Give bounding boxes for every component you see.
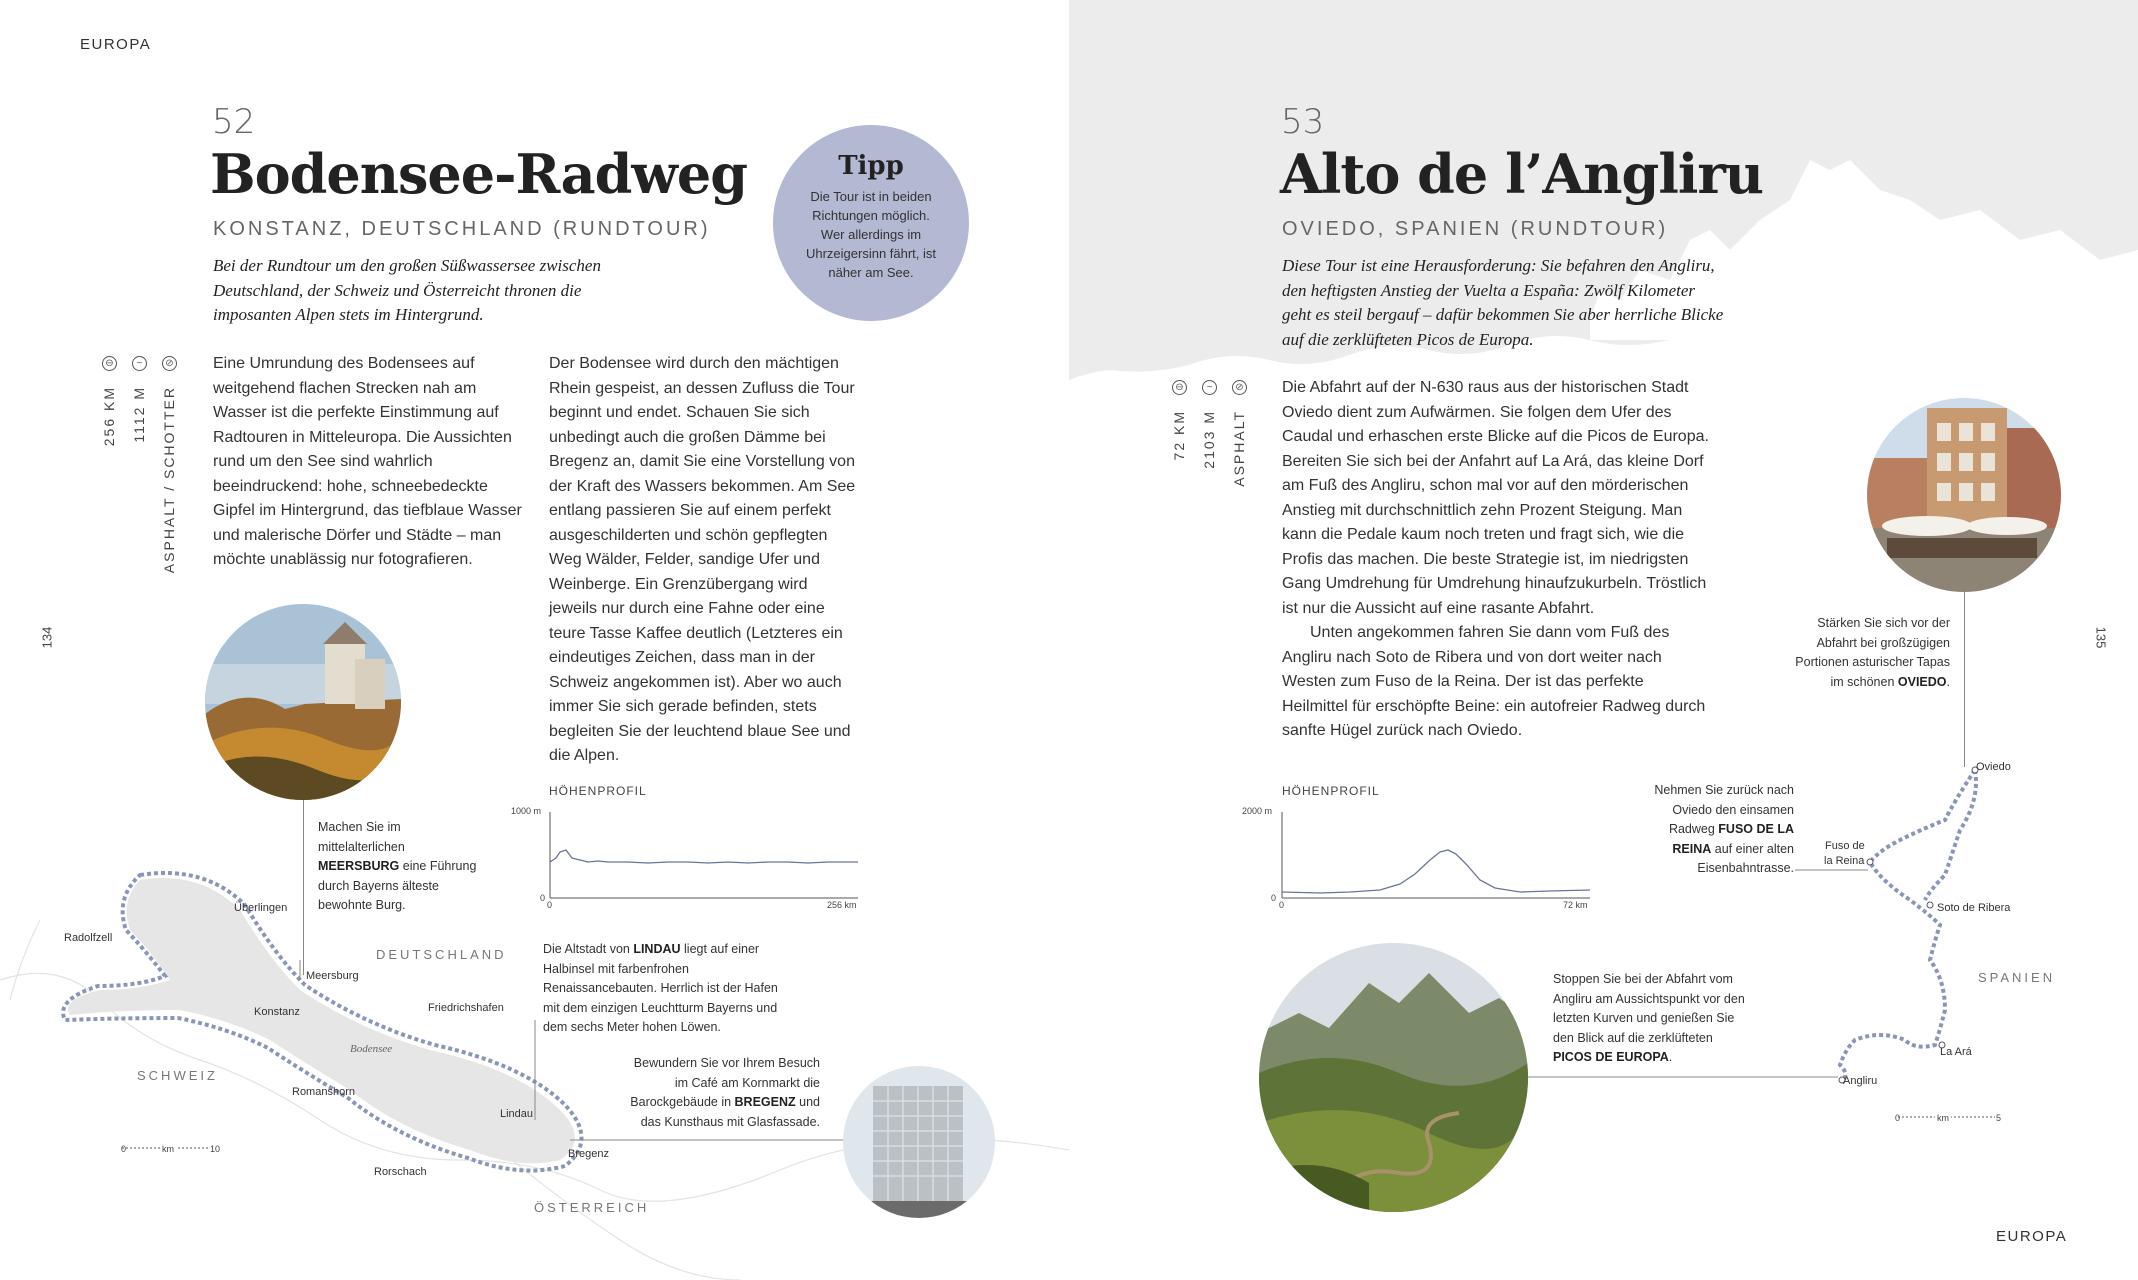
- body-column: [1282, 376, 1712, 744]
- tour-subtitle: OVIEDO, SPANIEN (RUNDTOUR): [1282, 218, 1669, 240]
- photo-oviedo: [1867, 398, 2061, 592]
- caption-picos-de-europa: Stoppen Sie bei der Abfahrt vom Angliru am Aussichtspunkt vor den letzten Kurven und genießen Sie den Blick auf die zerklüfteten PICOS DE EUROPA.: [1553, 972, 1745, 1064]
- caption-lindau: Die Altstadt von LINDAU liegt auf einer Halbinsel mit farbenfrohen Renaissancebauten. Herrlich ist der Hafen mit dem einzigen Leuchtturm Bayerns und dem sechs Meter hohen Löwen.: [543, 942, 778, 1034]
- place-highlight: PICOS DE EUROPA: [1553, 1050, 1669, 1064]
- country-oesterreich: ÖSTERREICH: [534, 1200, 650, 1215]
- profile-xmax: 256 km: [827, 900, 857, 910]
- place-lindau: Lindau: [500, 1108, 534, 1120]
- body-paragraph: Unten angekommen fahren Sie dann vom Fuß des Angliru nach Soto de Ribera und von dort weiter nach Westen zum Fuso de la Reina. Der ist das perfekte Heilmittel für erschöpfte Beine: ein autofreier Radweg durch sanfte Hügel zurück nach Oviedo.: [1282, 624, 1706, 739]
- elevation-icon: ~: [132, 356, 147, 371]
- scale-unit: km: [1937, 1113, 1949, 1123]
- place-rorschach: Rorschach: [374, 1166, 427, 1178]
- body-column-2: [549, 352, 859, 769]
- scale-zero: 0: [121, 1144, 127, 1154]
- body-column-1: [213, 352, 523, 573]
- stat-elevation: 2103 M: [1201, 410, 1217, 469]
- place-fuso-line1: Fuso de: [1825, 840, 1865, 852]
- tipp-title: Tipp: [838, 151, 904, 181]
- photo-picos-de-europa: [1259, 943, 1528, 1212]
- tour-stats: [1170, 380, 1255, 580]
- scale-max: 10: [210, 1144, 221, 1154]
- tour-number: 53: [1281, 102, 1325, 142]
- place-romanshorn: Romanshorn: [292, 1086, 355, 1098]
- section-label: EUROPA: [80, 36, 152, 53]
- place-la-ara: La Ará: [1940, 1046, 1972, 1058]
- profile-ymin: 0: [1271, 893, 1277, 903]
- place-meersburg: Meersburg: [306, 970, 359, 982]
- distance-icon: ⊖: [1172, 380, 1187, 395]
- place-highlight: BREGENZ: [734, 1095, 796, 1109]
- stat-distance: 256 KM: [101, 386, 117, 447]
- place-fuso-line2: la Reina: [1824, 855, 1865, 867]
- lead-text: Diese Tour ist eine Herausforderung: Sie befahren den Angliru, den heftigsten Anstieg der Vuelta a España: Zwölf Kilometer geht es steil bergauf – dafür bekommen Sie aber herrliche Blicke auf die zerklüfteten Picos de Europa.: [1282, 256, 1724, 349]
- place-konstanz: Konstanz: [254, 1006, 300, 1018]
- place-oviedo: Oviedo: [1976, 761, 2011, 773]
- scale-max: 5: [1996, 1113, 2002, 1123]
- profile-ymax: 2000 m: [1242, 806, 1273, 816]
- profile-xmin: 0: [1279, 900, 1285, 910]
- profile-xmax: 72 km: [1563, 900, 1588, 910]
- elevation-profile-label: HÖHENPROFIL: [1282, 784, 1380, 798]
- distance-icon: ⊖: [102, 356, 117, 371]
- surface-icon: ⊘: [1232, 380, 1247, 395]
- stat-distance: 72 KM: [1171, 410, 1187, 461]
- caption-bregenz: Bewundern Sie vor Ihrem Besuch im Café am Kornmarkt die Barockgebäude in BREGENZ und das Kunsthaus mit Glasfassade.: [630, 1056, 820, 1129]
- place-radolfzell: Radolfzell: [64, 932, 113, 944]
- tour-title: Alto de l’Angliru: [1280, 142, 1764, 206]
- caption-meersburg: Machen Sie im mittelalterlichen MEERSBURG eine Führung durch Bayerns älteste bewohnte Burg.: [318, 820, 477, 912]
- caption-fuso-de-la-reina: Nehmen Sie zurück nach Oviedo den einsamen Radweg FUSO DE LA REINA auf einer alten Eisenbahntrasse.: [1654, 783, 1794, 875]
- place-friedrichshafen: Friedrichshafen: [428, 1002, 504, 1014]
- section-label-right: EUROPA: [1996, 1228, 2068, 1245]
- photo-meersburg: [205, 604, 401, 800]
- scale-unit: km: [162, 1144, 174, 1154]
- tipp-text: Die Tour ist in beiden Richtungen möglich. Wer allerdings im Uhrzeigersinn fährt, ist näher am See.: [805, 189, 937, 280]
- tour-title: Bodensee-Radweg: [210, 142, 748, 206]
- photo-kunsthaus-bregenz: [843, 1066, 995, 1218]
- body-paragraph: Eine Umrundung des Bodensees auf weitgehend flachen Strecken nah am Wasser ist die perfekte Einstimmung auf Radtouren in Mitteleuropa. Die Aussichten rund um den See sind wahrlich beeindruckend: hohe, schneebedeckte Gipfel im Hintergrund, das tiefblaue Wasser und malerische Dörfer und Städte – man möchte unablässig nur fotografieren.: [213, 355, 522, 568]
- caption-oviedo: Stärken Sie sich vor der Abfahrt bei großzügigen Portionen asturischer Tapas im schönen OVIEDO.: [1795, 616, 1950, 689]
- stat-surface: ASPHALT / SCHOTTER: [161, 386, 177, 574]
- country-deutschland: DEUTSCHLAND: [376, 947, 507, 962]
- country-spanien: SPANIEN: [1978, 970, 2056, 985]
- place-angliru: Angliru: [1843, 1075, 1878, 1087]
- lead-text: Bei der Rundtour um den großen Süßwassersee zwischen Deutschland, der Schweiz und Österreicht thronen die imposanten Alpen stets im Hintergrund.: [213, 256, 601, 324]
- place-soto-de-ribera: Soto de Ribera: [1937, 902, 2011, 914]
- scale-zero: 0: [1895, 1113, 1901, 1123]
- profile-xmin: 0: [547, 900, 553, 910]
- page-number: 134: [39, 626, 55, 649]
- profile-ymin: 0: [540, 893, 546, 903]
- place-ueberlingen: Überlingen: [234, 902, 288, 914]
- place-highlight: MEERSBURG: [318, 859, 400, 873]
- body-paragraph: Der Bodensee wird durch den mächtigen Rhein gespeist, an dessen Zufluss die Tour beginnt und endet. Schauen Sie sich unbedingt auch die großen Dämme bei Bregenz an, damit Sie eine Vorstellung von der Kraft des Wassers bekommen. Am See entlang passieren Sie auf einem perfekt ausgeschilderten und schön gepflegten Weg Wälder, Felder, sandige Ufer und Weinberge. Ein Grenzübergang wird jeweils nur durch eine Fahne oder eine teure Tasse Kaffee deutlich (Letzteres ein eindeutiges Zeichen, dass man in der Schweiz angekommen ist). Aber wo auch immer Sie sich gerade befinden, stets begleiten Sie der leuchtend blaue See und die Alpen.: [549, 355, 856, 764]
- tipp-bubble: [773, 125, 969, 321]
- surface-icon: ⊘: [162, 356, 177, 371]
- angliru-map: [1069, 740, 2138, 1140]
- body-paragraph: Die Abfahrt auf der N-630 raus aus der historischen Stadt Oviedo dient zum Aufwärmen. Sie folgen dem Ufer des Caudal und erhaschen erste Blicke auf die Picos de Europa. Bereiten Sie sich bei der Anfahrt auf La Ará, das kleine Dorf am Fuß des Angliru, schon mal vor auf den mörderischen Anstieg mit durchschnittlich zehn Prozent Steigung. Man kann die Pedale kaum noch treten und fragt sich, wie die Profis das machen. Die beste Strategie ist, im niedrigsten Gang Umdrehung für Umdrehung hinaufzukurbeln. Tröstlich ist nur die Aussicht auf eine rasante Abfahrt.: [1282, 379, 1709, 617]
- tour-stats: [100, 356, 185, 576]
- profile-ymax: 1000 m: [511, 806, 542, 816]
- place-highlight: FUSO DE LA REINA: [1672, 822, 1794, 856]
- stat-surface: ASPHALT: [1231, 410, 1247, 487]
- place-bregenz: Bregenz: [568, 1148, 609, 1160]
- country-schweiz: SCHWEIZ: [137, 1068, 218, 1083]
- page-number-right: 135: [2093, 626, 2109, 649]
- place-highlight: OVIEDO: [1897, 674, 1947, 689]
- tour-subtitle: KONSTANZ, DEUTSCHLAND (RUNDTOUR): [213, 218, 711, 240]
- lake-label: Bodensee: [350, 1043, 393, 1055]
- stat-elevation: 1112 M: [131, 386, 147, 443]
- route-line: [1840, 770, 1975, 1080]
- elevation-icon: ~: [1202, 380, 1217, 395]
- tour-number: 52: [212, 102, 256, 142]
- elevation-profile-label: HÖHENPROFIL: [549, 784, 647, 798]
- place-highlight: LINDAU: [633, 942, 681, 956]
